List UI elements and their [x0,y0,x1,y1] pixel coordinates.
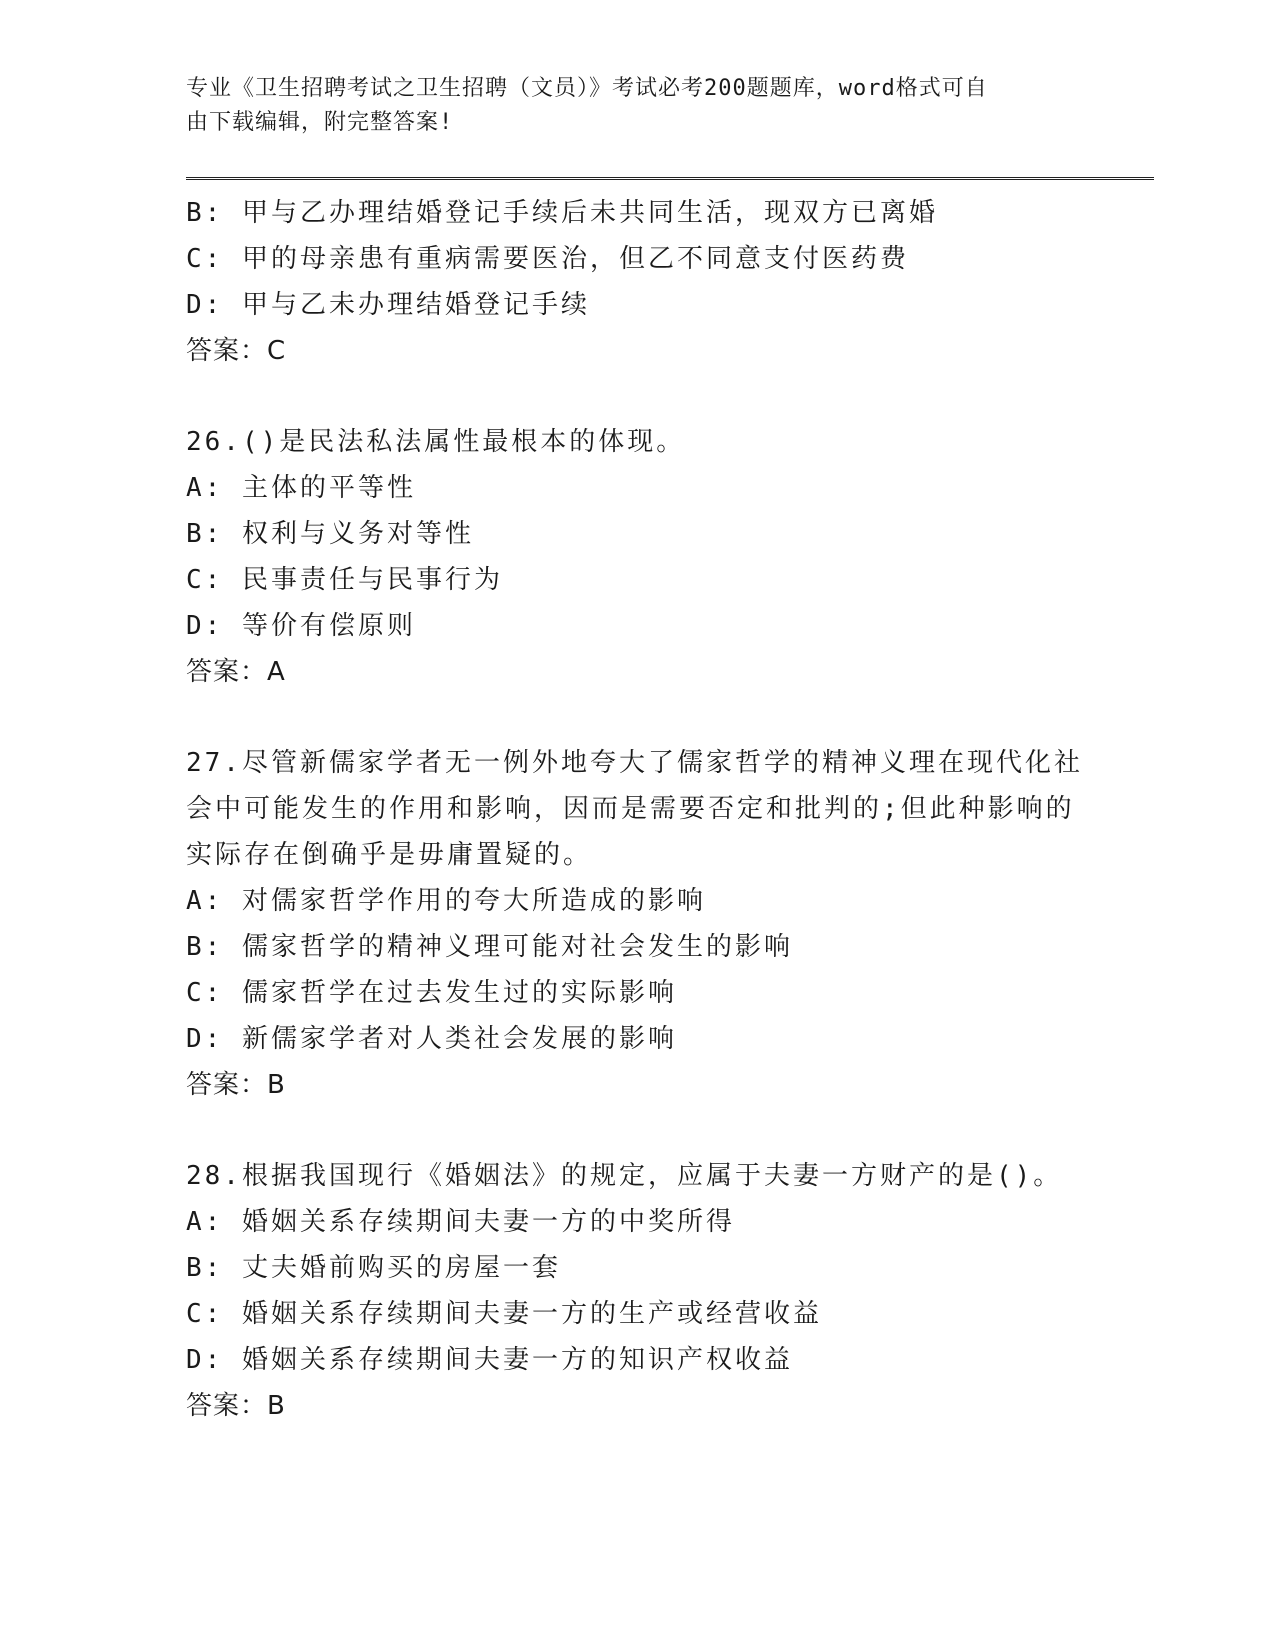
page-header [186,72,1086,140]
option-d: D: 甲与乙未办理结婚登记手续 [186,290,590,320]
option-b: B: 权利与义务对等性 [186,519,474,549]
answer-line: 答案：C [186,336,287,366]
answer-line: 答案：A [186,657,286,687]
question-stem: 实际存在倒确乎是毋庸置疑的。 [186,840,593,870]
option-c: C: 儒家哲学在过去发生过的实际影响 [186,978,677,1008]
option-d: D: 新儒家学者对人类社会发展的影响 [186,1024,677,1054]
question-26 [186,419,1086,695]
option-d: D: 等价有偿原则 [186,611,416,641]
question-stem: 27.尽管新儒家学者无一例外地夸大了儒家哲学的精神义理在现代化社 [186,748,1083,778]
option-c: C: 婚姻关系存续期间夫妻一方的生产或经营收益 [186,1299,822,1329]
answer-line: 答案：B [186,1391,286,1421]
question-27 [186,740,1086,1108]
option-b: B: 丈夫婚前购买的房屋一套 [186,1253,561,1283]
question-stem: 26.()是民法私法属性最根本的体现。 [186,427,686,457]
answer-line: 答案：B [186,1070,286,1100]
option-a: A: 对儒家哲学作用的夸大所造成的影响 [186,886,706,916]
option-d: D: 婚姻关系存续期间夫妻一方的知识产权收益 [186,1345,793,1375]
header-divider [186,177,1154,180]
option-b: B: 甲与乙办理结婚登记手续后未共同生活，现双方已离婚 [186,198,938,228]
question-stem: 会中可能发生的作用和影响，因而是需要否定和批判的;但此种影响的 [186,794,1075,824]
question-28 [186,1153,1086,1429]
header-line-1: 专业《卫生招聘考试之卫生招聘（文员）》考试必考200题题库，word格式可自 [186,76,988,101]
question-stem: 28.根据我国现行《婚姻法》的规定，应属于夫妻一方财产的是()。 [186,1161,1063,1191]
option-a: A: 婚姻关系存续期间夫妻一方的中奖所得 [186,1207,735,1237]
option-b: B: 儒家哲学的精神义理可能对社会发生的影响 [186,932,793,962]
option-a: A: 主体的平等性 [186,473,416,503]
option-c: C: 民事责任与民事行为 [186,565,503,595]
question-25-continued [186,190,1086,374]
question-list [186,190,1086,1429]
header-line-2: 由下载编辑，附完整答案! [186,110,454,135]
option-c: C: 甲的母亲患有重病需要医治，但乙不同意支付医药费 [186,244,909,274]
